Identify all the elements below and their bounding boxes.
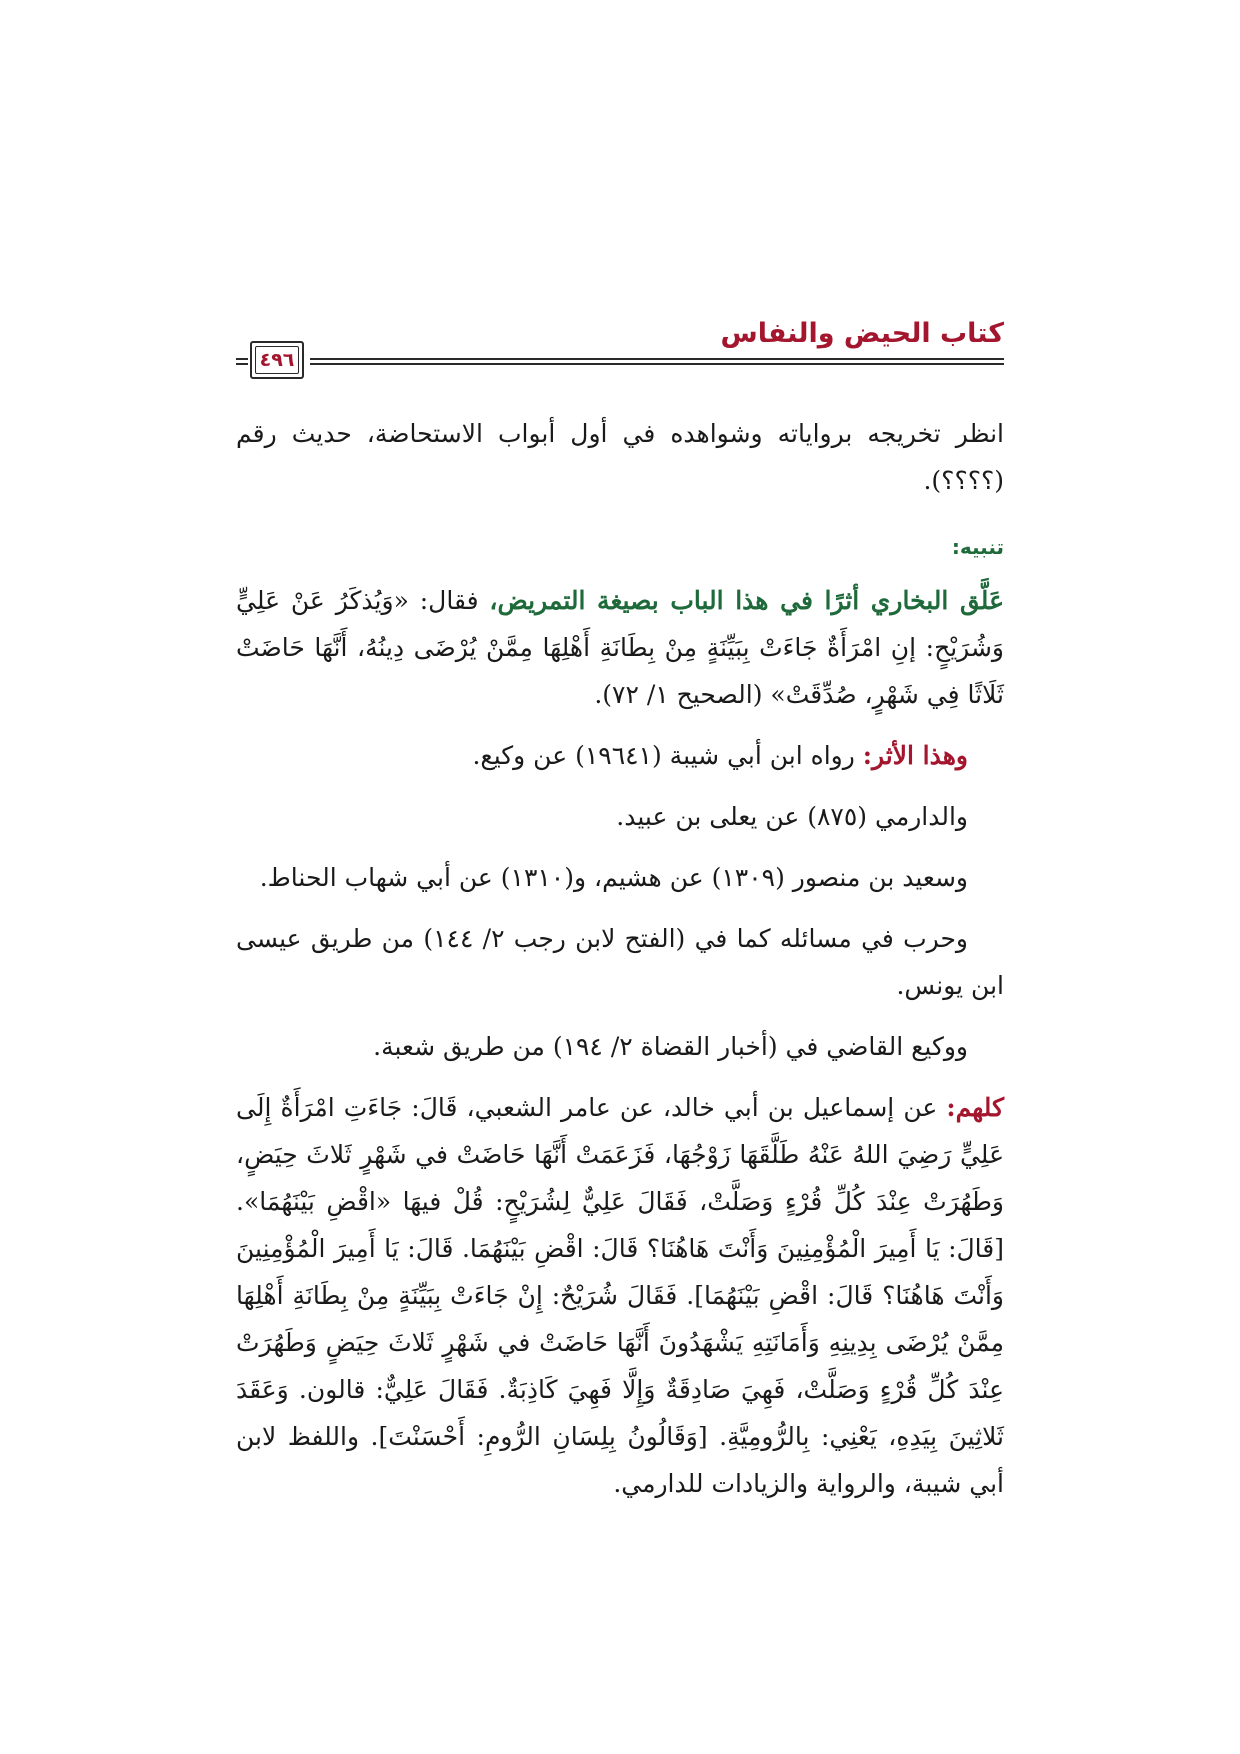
page-header [236,318,1004,378]
bukhari-note-paragraph [236,577,1004,718]
athar-paragraph [236,732,1004,779]
tanbih-heading: تنبيه: [951,535,1004,559]
narration-label: كلهم: [946,1093,1004,1122]
darimi-paragraph: والدارمي (٨٧٥) عن يعلى بن عبيد. [616,802,968,831]
narration-paragraph [236,1084,1004,1507]
book-title: كتاب الحيض والنفاس [720,318,1004,349]
narration-text: عن إسماعيل بن أبي خالد، عن عامر الشعبي، قَالَ: جَاءَتِ امْرَأَةٌ إِلَى عَلِيٍّ رَضِيَ اللهُ عَنْهُ طَلَّقَهَا زَوْجُهَا، فَزَعَمَتْ أَنَّهَا حَاضَتْ في شَهْرٍ ثَلاثَ حِيَضٍ، وَطَهُرَتْ عِنْدَ كُلِّ قُرْءٍ وَصَلَّتْ، فَقَالَ عَلِيٌّ لِشُرَيْحٍ: قُلْ فيهَا «اقْضِ بَيْنَهُمَا». [قَالَ: يَا أَمِيرَ الْمُؤْمِنِينَ وَأَنْتَ هَاهُنَا؟ قَالَ: اقْضِ بَيْنَهُمَا. قَالَ: يَا أَمِيرَ الْمُؤْمِنِينَ وَأَنْتَ هَاهُنَا؟ قَالَ: اقْضِ بَيْنَهُمَا]. فَقَالَ شُرَيْحٌ: إِنْ جَاءَتْ بِبَيِّنَةٍ مِنْ بِطَانَةِ أَهْلِهَا مِمَّنْ يُرْضَى بِدِينِهِ وَأَمَانَتِهِ يَشْهَدُونَ أَنَّهَا حَاضَتْ في شَهْرٍ ثَلاثَ حِيَضٍ وَطَهُرَتْ عِنْدَ كُلِّ قُرْءٍ وَصَلَّتْ، فَهِيَ صَادِقَةٌ وَإِلَّا فَهِيَ كَاذِبَةٌ. فَقَالَ عَلِيٌّ: قالون. وَعَقَدَ ثَلاثِينَ بِيَدِهِ، يَعْنِي: بِالرُّومِيَّةِ. [وَقَالُونُ بِلِسَانِ الرُّومِ: أَحْسَنْتَ]. واللفظ لابن أبي شيبة، والرواية والزيادات للدارمي. [236,1093,1004,1498]
waki-paragraph: ووكيع القاضي في (أخبار القضاة ٢/ ١٩٤) من طريق شعبة. [373,1032,968,1061]
page-content [236,410,1004,1521]
athar-label: وهذا الأثر: [862,741,968,770]
page-number-frame [250,341,304,379]
reference-paragraph: انظر تخريجه برواياته وشواهده في أول أبواب الاستحاضة، حديث رقم (؟؟؟؟). [236,419,1004,495]
header-rule-left-bottom [236,363,248,365]
said-paragraph: وسعيد بن منصور (١٣٠٩) عن هشيم، و(١٣١٠) عن أبي شهاب الحناط. [259,863,968,892]
header-rule-left-top [236,358,248,360]
header-rule-top [310,358,1004,360]
header-rule-bottom [310,363,1004,365]
bukhari-note-highlight: عَلَّق البخاري أثرًا في هذا الباب بصيغة التمريض، [489,586,1004,615]
harb-paragraph: وحرب في مسائله كما في (الفتح لابن رجب ٢/ ١٤٤) من طريق عيسى ابن يونس. [236,924,1004,1000]
page-number: ٤٩٦ [255,346,299,374]
bukhari-note-text: فقال: «وَيُذكَرُ عَنْ عَلِيٍّ وَشُرَيْحٍ: إنِ امْرَأَةٌ جَاءَتْ بِبَيِّنَةٍ مِنْ بِطَانَةِ أَهْلِهَا مِمَّنْ يُرْضَى دِينُهُ، أَنَّهَا حَاضَتْ ثَلَاثًا فِي شَهْرٍ، صُدِّقَتْ» (الصحيح ١/ ٧٢). [236,586,1004,709]
athar-text: رواه ابن أبي شيبة (١٩٦٤١) عن وكيع. [472,741,863,770]
